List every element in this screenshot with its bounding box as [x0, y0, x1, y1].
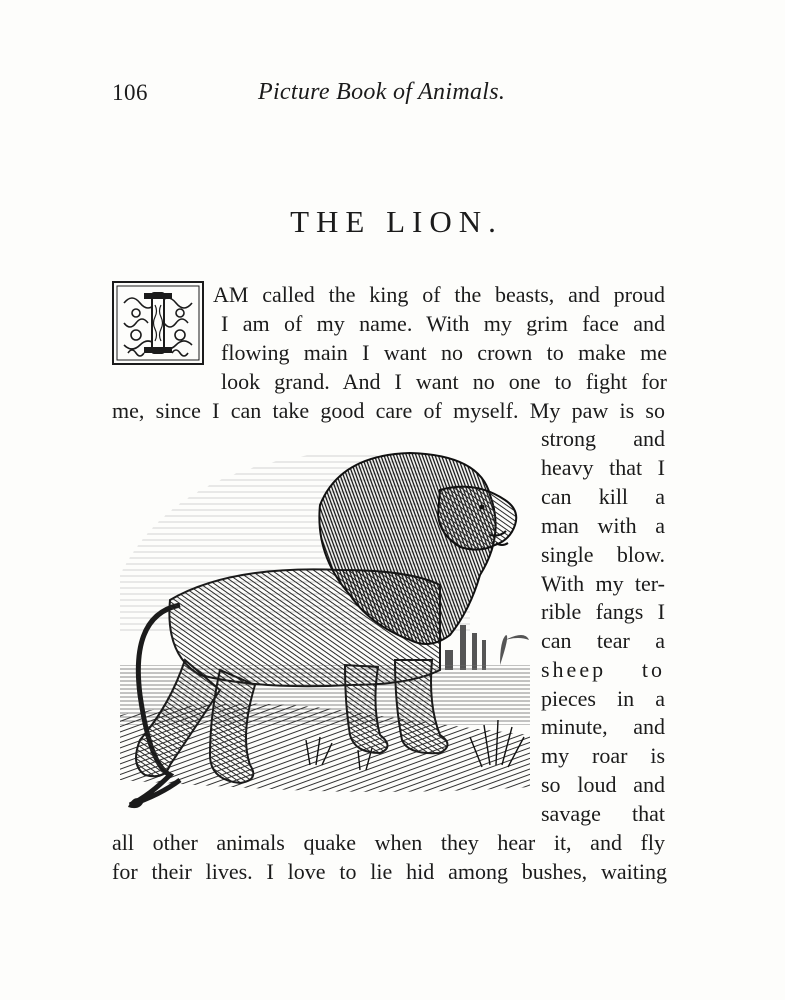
text-line: savage that [541, 801, 665, 826]
text-line: can kill a [541, 484, 665, 509]
decorated-initial [112, 281, 204, 365]
text-line: strong and [541, 426, 665, 451]
text-line: so loud and [541, 772, 665, 797]
page-number: 106 [112, 80, 148, 105]
text-line: me, since I can take good care of myself. My paw is so [112, 398, 665, 423]
lion-engraving-icon [110, 435, 530, 815]
text-line: AM called the king of the beasts, and proud [213, 282, 665, 307]
chapter-title: THE LION. [290, 204, 503, 239]
text-line: for their lives. I love to lie hid among bushes, waiting [112, 859, 667, 884]
text-line: man with a [541, 513, 665, 538]
lion-illustration [110, 435, 530, 815]
text-line: single blow. [541, 542, 665, 567]
text-line: I am of my name. With my grim face and [221, 311, 665, 336]
text-line: minute, and [541, 714, 665, 739]
text-line: pieces in a [541, 686, 665, 711]
text-line: can tear a [541, 628, 665, 653]
text-line: my roar is [541, 743, 665, 768]
running-title: Picture Book of Animals. [258, 79, 506, 105]
text-line: all other animals quake when they hear it, and fly [112, 830, 665, 855]
text-line: rible fangs I [541, 599, 665, 624]
ornate-initial-letter-icon [114, 283, 202, 363]
text-line: flowing main I want no crown to make me [221, 340, 667, 365]
text-line: sheep to [541, 657, 665, 682]
text-line: heavy that I [541, 455, 665, 480]
text-line: look grand. And I want no one to fight for [221, 369, 667, 394]
text-line: With my ter- [541, 571, 665, 596]
